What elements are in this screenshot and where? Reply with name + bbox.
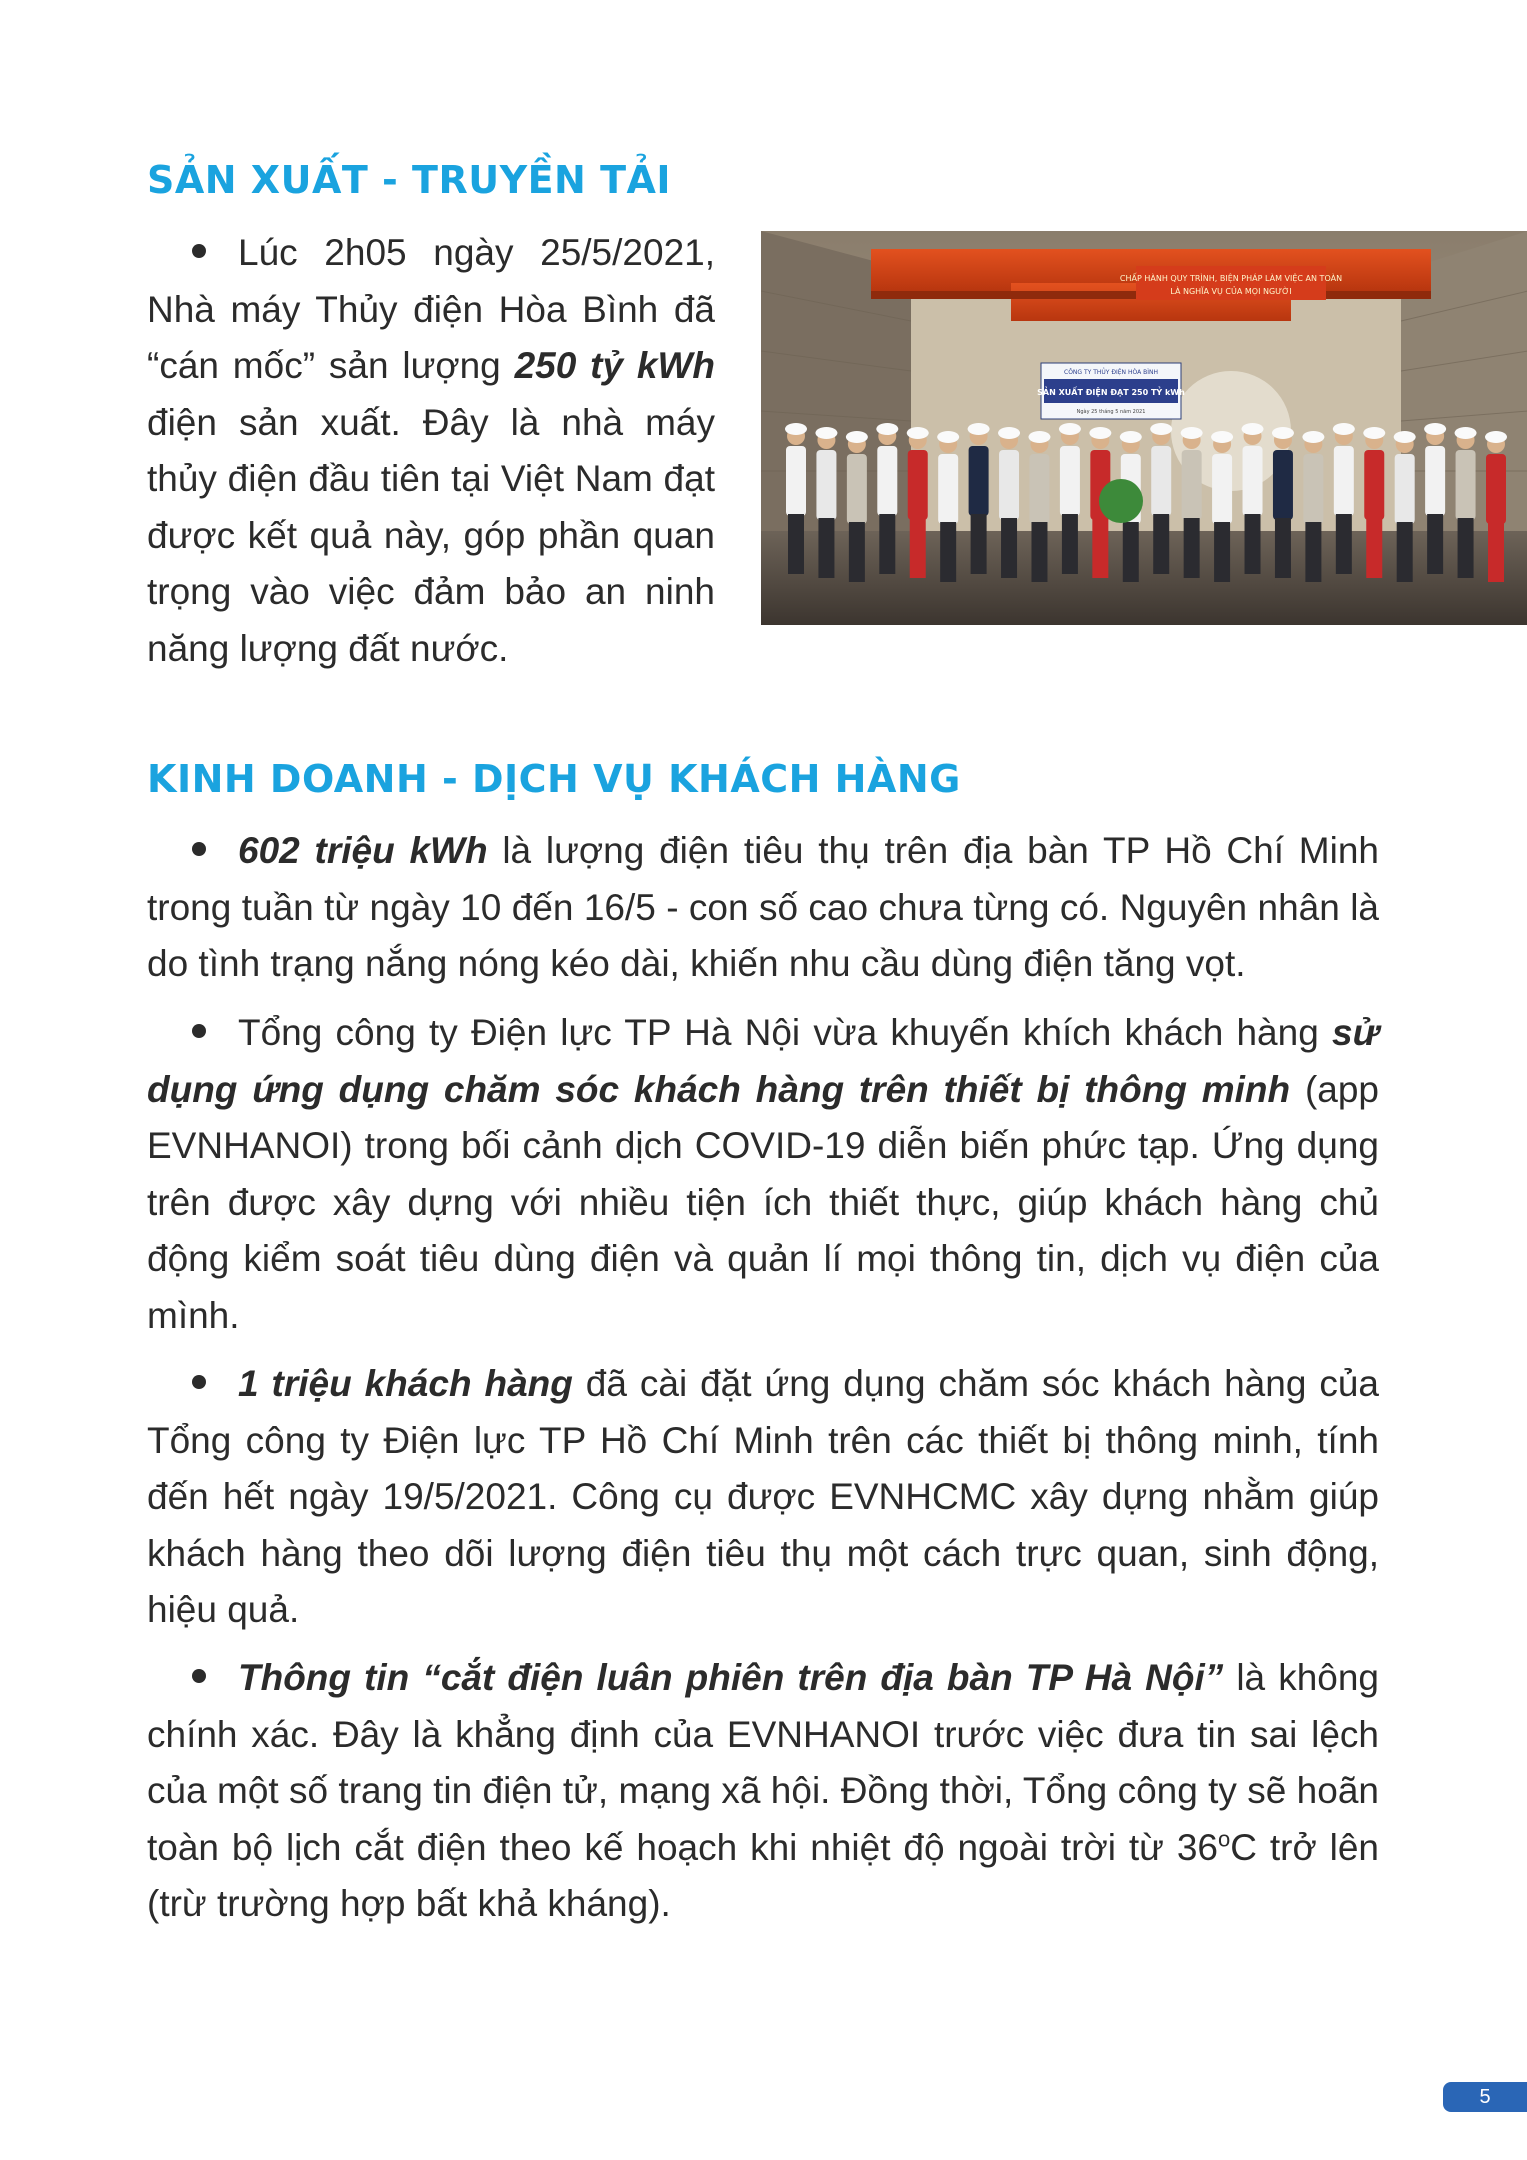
crowd-person-legs [788, 514, 804, 574]
crowd-person-legs [1397, 522, 1413, 582]
crowd-person-helmet [1424, 423, 1446, 435]
crowd-person-helmet [815, 427, 837, 439]
crowd-person-body [1273, 450, 1293, 520]
paragraph-power-cut-rumor: Thông tin “cắt điện luân phiên trên địa bàn TP Hà Nội” là không chính xác. Đây là khẳng định của EVNHANOI trước việc đưa tin sai lệch của một số trang tin điện tử, mạng xã hội. Đồng thời, Tổng công ty sẽ hoãn toàn bộ lịch cắt điện theo kế hoạch khi nhiệt độ ngoài trời từ 36$^o$C trở lên (trừ trường hợp bất khả kháng). [147, 1657, 1380, 1924]
highlight-250-kwh: 250 tỷ kWh [514, 345, 715, 386]
crowd-person-body [1334, 446, 1354, 516]
bullet-dot [192, 244, 206, 258]
crowd-person-legs [849, 522, 865, 582]
crowd-person-body [1486, 454, 1506, 524]
crowd-person-body [1212, 454, 1232, 524]
crowd-person-helmet [1272, 427, 1294, 439]
page-number-tab [1443, 2082, 1527, 2112]
crowd-person-helmet [1089, 427, 1111, 439]
crowd-person-helmet [1059, 423, 1081, 435]
sign-company: CÔNG TY THỦY ĐIỆN HÒA BÌNH [1064, 369, 1158, 376]
crowd-person-legs [1153, 514, 1169, 574]
crowd-person-body [1060, 446, 1080, 516]
crowd-person-helmet [968, 423, 990, 435]
crowd-person-legs [1184, 518, 1200, 578]
highlight-app-usage: sử dụng ứng dụng chăm sóc khách hàng trên thiết bị thông minh [147, 1012, 1379, 1110]
crowd-person-legs [1123, 522, 1139, 582]
crowd-person-legs [1001, 518, 1017, 578]
page-number: 5 [1479, 2086, 1491, 2108]
crowd-person-legs [1427, 514, 1443, 574]
bullet-dot [192, 1375, 206, 1389]
crowd-person-helmet [1242, 423, 1264, 435]
crowd-person-legs [1366, 518, 1382, 578]
degree-superscript: o [1217, 1826, 1231, 1852]
bullet-dot [192, 842, 206, 856]
crowd-person-helmet [1150, 423, 1172, 435]
highlight-602-kwh: 602 triệu kWh [238, 830, 488, 871]
paragraph-evnhcmc-app: 1 triệu khách hàng đã cài đặt ứng dụng chăm sóc khách hàng của Tổng công ty Điện lực TP Hồ Chí Minh trên các thiết bị thông minh, tính đến hết ngày 19/5/2021. Công cụ được EVNHCMC xây dựng nhằm giúp khách hàng theo dõi lượng điện tiêu thụ một cách trực quan, sinh động, hiệu quả. [147, 1363, 1379, 1630]
crowd-person-helmet [1455, 427, 1477, 439]
highlight-1-million: 1 triệu khách hàng [238, 1363, 573, 1404]
crowd-person-body [908, 450, 928, 520]
crowd-person-helmet [1211, 431, 1233, 443]
paragraph-evnhanoi-app: Tổng công ty Điện lực TP Hà Nội vừa khuyến khích khách hàng sử dụng ứng dụng chăm sóc khách hàng trên thiết bị thông minh (app EVNHANOI) trong bối cảnh dịch COVID-19 diễn biến phức tạp. Ứng dụng trên được xây dựng với nhiều tiện ích thiết thực, giúp khách hàng chủ động kiểm soát tiêu dùng điện và quản lí mọi thông tin, dịch vụ điện của mình. [147, 1012, 1379, 1336]
crowd-person-body [1303, 454, 1323, 524]
crowd-person-helmet [1363, 427, 1385, 439]
crowd-person-helmet [1394, 431, 1416, 443]
flower-basket [1099, 479, 1143, 523]
sign-date: Ngày 25 tháng 5 năm 2021 [1076, 409, 1146, 415]
crowd-person-helmet [876, 423, 898, 435]
paragraph-hcmc-consumption: 602 triệu kWh là lượng điện tiêu thụ trên địa bàn TP Hồ Chí Minh trong tuần từ ngày 10 đến 16/5 - con số cao chưa từng có. Nguyên nhân là do tình trạng nắng nóng kéo dài, khiến nhu cầu dùng điện tăng vọt. [147, 830, 1379, 984]
crowd-person-legs [940, 522, 956, 582]
crowd-person-body [847, 454, 867, 524]
crowd-person-body [1456, 450, 1476, 520]
crowd-person-legs [1488, 522, 1504, 582]
crowd-person-legs [1092, 518, 1108, 578]
crowd-person-legs [1336, 514, 1352, 574]
crowd-person-body [877, 446, 897, 516]
crowd-person-helmet [1333, 423, 1355, 435]
crowd-person-legs [1031, 522, 1047, 582]
crowd-person-legs [910, 518, 926, 578]
crowd-person-helmet [998, 427, 1020, 439]
crowd-person-legs [1062, 514, 1078, 574]
crowd-person-body [1029, 454, 1049, 524]
hoa-binh-ceremony-photo [761, 231, 1527, 625]
crowd-person-legs [1458, 518, 1474, 578]
crowd-person-body [969, 446, 989, 516]
section-title-business: KINH DOANH - DỊCH VỤ KHÁCH HÀNG [147, 757, 961, 801]
crowd-person-body [786, 446, 806, 516]
crowd-person-helmet [785, 423, 807, 435]
crowd-person-body [1151, 446, 1171, 516]
crowd-person-helmet [1302, 431, 1324, 443]
crowd-person-helmet [1485, 431, 1507, 443]
crowd-person-helmet [1028, 431, 1050, 443]
crowd-person-body [1243, 446, 1263, 516]
crowd-person-body [999, 450, 1019, 520]
crowd-person-legs [1275, 518, 1291, 578]
crowd-person-body [1395, 454, 1415, 524]
section-title-production: SẢN XUẤT - TRUYỀN TẢI [147, 158, 672, 202]
bullet-dot [192, 1669, 206, 1683]
crowd-person-body [816, 450, 836, 520]
crowd-person-legs [818, 518, 834, 578]
sign-title: SẢN XUẤT ĐIỆN ĐẠT 250 TỶ kWh [1037, 388, 1185, 397]
crowd-person-helmet [1120, 431, 1142, 443]
crane-banner-top: CHẤP HÀNH QUY TRÌNH, BIỆN PHÁP LÀM VIỆC AN TOÀN [1119, 274, 1343, 283]
crowd-person-helmet [937, 431, 959, 443]
crowd-person-legs [879, 514, 895, 574]
crowd-person-body [1425, 446, 1445, 516]
crane-banner-bottom: LÀ NGHĨA VỤ CỦA MỌI NGƯỜI [1170, 287, 1292, 296]
crowd-person-body [1182, 450, 1202, 520]
crowd-person-legs [1245, 514, 1261, 574]
crowd-person-body [938, 454, 958, 524]
highlight-rumor: Thông tin “cắt điện luân phiên trên địa bàn TP Hà Nội” [238, 1657, 1224, 1698]
bullet-dot [192, 1024, 206, 1038]
crowd-person-legs [1305, 522, 1321, 582]
crowd-person-body [1364, 450, 1384, 520]
crowd-person-helmet [1181, 427, 1203, 439]
paragraph-hoa-binh-milestone: Lúc 2h05 ngày 25/5/2021, Nhà máy Thủy điện Hòa Bình đã “cán mốc” sản lượng 250 tỷ kWh điện sản xuất. Đây là nhà máy thủy điện đầu tiên tại Việt Nam đạt được kết quả này, góp phần quan trọng vào việc đảm bảo an ninh năng lượng đất nước. [147, 232, 715, 669]
crowd-person-helmet [907, 427, 929, 439]
crowd-person-helmet [846, 431, 868, 443]
crowd-person-legs [1214, 522, 1230, 582]
crowd-person-legs [971, 514, 987, 574]
